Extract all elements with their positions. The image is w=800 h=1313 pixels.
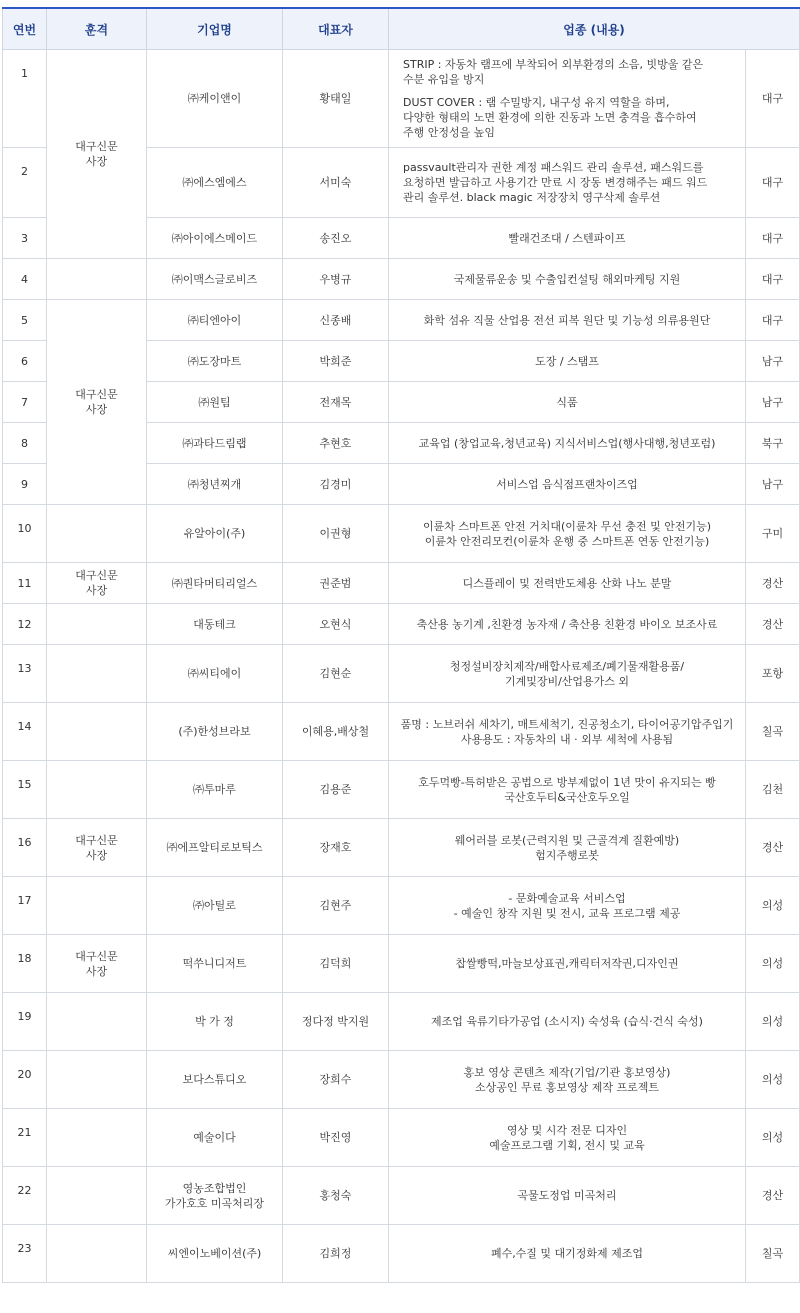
row-number: 20 bbox=[3, 1051, 47, 1109]
ceo-name: 이권형 bbox=[283, 505, 389, 563]
company-name: ㈜씨티에이 bbox=[147, 645, 283, 703]
ceo-name: 홍청숙 bbox=[283, 1167, 389, 1225]
business-description: passvault관리자 권한 계정 패스워드 관리 솔루션, 패스워드를 요청하면 발급하고 사용기간 만료 시 장동 변경해주는 패드 워드 관리 솔루션. black magic 저장장치 영구삭제 솔루션 bbox=[389, 148, 746, 218]
business-description: 화학 섬유 직물 산업용 전선 피복 원단 및 기능성 의류용원단 bbox=[389, 300, 746, 341]
ceo-name: 송진오 bbox=[283, 218, 389, 259]
company-name: ㈜청년찌개 bbox=[147, 464, 283, 505]
company-name: ㈜케이앤이 bbox=[147, 50, 283, 148]
company-name: 떡쑤니디저트 bbox=[147, 935, 283, 993]
table-row bbox=[3, 1225, 800, 1283]
business-description: 홍보 영상 콘텐츠 제작(기업/기관 홍보영상) 소상공인 무료 홍보영상 제작 프로젝트 bbox=[389, 1051, 746, 1109]
award-grade bbox=[47, 993, 147, 1051]
region: 의성 bbox=[746, 1109, 800, 1167]
company-name: 씨엔이노베이션(주) bbox=[147, 1225, 283, 1283]
business-description: 교육업 (창업교육,청년교육) 지식서비스업(행사대행,청년포럼) bbox=[389, 423, 746, 464]
award-grade bbox=[47, 645, 147, 703]
row-number: 8 bbox=[3, 423, 47, 464]
table-row bbox=[3, 563, 800, 604]
row-number: 16 bbox=[3, 819, 47, 877]
header-row bbox=[3, 8, 800, 50]
business-description: 이륜차 스마트폰 안전 거치대(이륜차 무선 충전 및 안전기능) 이륜차 안전리모컨(이륜차 운행 중 스마트폰 연동 안전기능) bbox=[389, 505, 746, 563]
business-description: 곡물도정업 미곡처리 bbox=[389, 1167, 746, 1225]
ceo-name: 우병규 bbox=[283, 259, 389, 300]
row-number: 2 bbox=[3, 148, 47, 218]
company-name: ㈜에스엠에스 bbox=[147, 148, 283, 218]
region: 북구 bbox=[746, 423, 800, 464]
table-row bbox=[3, 1051, 800, 1109]
award-grade bbox=[47, 259, 147, 300]
ceo-name: 권준범 bbox=[283, 563, 389, 604]
row-number: 14 bbox=[3, 703, 47, 761]
business-description: 호두먹빵-특허받은 공법으로 방부제없이 1년 맛이 유지되는 빵 국산호두티&국산호두오일 bbox=[389, 761, 746, 819]
business-description: 축산용 농기계 ,친환경 농자재 / 축산용 친환경 바이오 보조사료 bbox=[389, 604, 746, 645]
business-description: 디스플레이 및 전력반도체용 산화 나노 분말 bbox=[389, 563, 746, 604]
award-grade: 대구신문 사장 bbox=[47, 819, 147, 877]
table-row bbox=[3, 1167, 800, 1225]
company-name: ㈜티엔아이 bbox=[147, 300, 283, 341]
table-row bbox=[3, 645, 800, 703]
award-grade bbox=[47, 505, 147, 563]
row-number: 19 bbox=[3, 993, 47, 1051]
award-grade bbox=[47, 1109, 147, 1167]
ceo-name: 황태일 bbox=[283, 50, 389, 148]
row-number: 21 bbox=[3, 1109, 47, 1167]
region: 대구 bbox=[746, 300, 800, 341]
business-description: 도장 / 스탬프 bbox=[389, 341, 746, 382]
business-description: STRIP : 자동차 램프에 부착되어 외부환경의 소음, 빗방울 같은 수분 유입을 방지 DUST COVER : 램 수밀방지, 내구성 유지 역할을 하며, 다양한 형태의 노면 환경에 의한 진동과 노면 충격을 흡수하여 주행 안정성을 높임 bbox=[389, 50, 746, 148]
region: 대구 bbox=[746, 50, 800, 148]
ceo-name: 추현호 bbox=[283, 423, 389, 464]
business-description: 국제물류운송 및 수출입컨설팅 해외마케팅 지원 bbox=[389, 259, 746, 300]
row-number: 10 bbox=[3, 505, 47, 563]
table-row bbox=[3, 819, 800, 877]
ceo-name: 장재호 bbox=[283, 819, 389, 877]
ceo-name: 장희수 bbox=[283, 1051, 389, 1109]
award-grade bbox=[47, 877, 147, 935]
awardee-table bbox=[2, 7, 800, 1283]
table-row bbox=[3, 505, 800, 563]
row-number: 5 bbox=[3, 300, 47, 341]
ceo-name: 서미숙 bbox=[283, 148, 389, 218]
ceo-name: 이혜용,배상철 bbox=[283, 703, 389, 761]
company-name: 보다스튜디오 bbox=[147, 1051, 283, 1109]
business-description: 웨어러블 로봇(근력지원 및 근골격계 질환예방) 험지주행로봇 bbox=[389, 819, 746, 877]
row-number: 1 bbox=[3, 50, 47, 148]
header-ceo: 대표자 bbox=[283, 8, 389, 50]
region: 칠곡 bbox=[746, 703, 800, 761]
row-number: 17 bbox=[3, 877, 47, 935]
row-number: 22 bbox=[3, 1167, 47, 1225]
company-name: ㈜아틸로 bbox=[147, 877, 283, 935]
region: 의성 bbox=[746, 877, 800, 935]
row-number: 7 bbox=[3, 382, 47, 423]
company-name: ㈜과타드림랩 bbox=[147, 423, 283, 464]
business-description: - 문화예술교육 서비스업 - 예술인 창작 지원 및 전시, 교육 프로그램 제공 bbox=[389, 877, 746, 935]
ceo-name: 김경미 bbox=[283, 464, 389, 505]
header-biz: 업종 (내용) bbox=[389, 8, 800, 50]
award-grade: 대구신문 사장 bbox=[47, 300, 147, 505]
region: 의성 bbox=[746, 1051, 800, 1109]
ceo-name: 박진영 bbox=[283, 1109, 389, 1167]
region: 대구 bbox=[746, 218, 800, 259]
award-grade: 대구신문 사장 bbox=[47, 50, 147, 259]
award-grade bbox=[47, 1225, 147, 1283]
table-row bbox=[3, 1109, 800, 1167]
award-grade bbox=[47, 761, 147, 819]
table-row bbox=[3, 604, 800, 645]
business-description: 폐수,수질 및 대기정화제 제조업 bbox=[389, 1225, 746, 1283]
region: 칠곡 bbox=[746, 1225, 800, 1283]
region: 경산 bbox=[746, 604, 800, 645]
region: 대구 bbox=[746, 148, 800, 218]
row-number: 3 bbox=[3, 218, 47, 259]
table-row bbox=[3, 935, 800, 993]
ceo-name: 김현주 bbox=[283, 877, 389, 935]
row-number: 18 bbox=[3, 935, 47, 993]
row-number: 12 bbox=[3, 604, 47, 645]
table-row bbox=[3, 703, 800, 761]
region: 의성 bbox=[746, 935, 800, 993]
award-grade bbox=[47, 604, 147, 645]
region: 포항 bbox=[746, 645, 800, 703]
row-number: 15 bbox=[3, 761, 47, 819]
header-no: 연번 bbox=[3, 8, 47, 50]
region: 의성 bbox=[746, 993, 800, 1051]
table-row bbox=[3, 877, 800, 935]
company-name: 예술이다 bbox=[147, 1109, 283, 1167]
ceo-name: 오현식 bbox=[283, 604, 389, 645]
company-name: 유알아이(주) bbox=[147, 505, 283, 563]
region: 남구 bbox=[746, 382, 800, 423]
ceo-name: 김덕희 bbox=[283, 935, 389, 993]
ceo-name: 박희준 bbox=[283, 341, 389, 382]
region: 경산 bbox=[746, 819, 800, 877]
company-name: ㈜퀀타머티리얼스 bbox=[147, 563, 283, 604]
region: 경산 bbox=[746, 563, 800, 604]
business-description: 청정설비장치제작/배합사료제조/폐기물재활용품/ 기계및장비/산업용가스 외 bbox=[389, 645, 746, 703]
row-number: 11 bbox=[3, 563, 47, 604]
region: 김천 bbox=[746, 761, 800, 819]
header-award: 훈격 bbox=[47, 8, 147, 50]
row-number: 9 bbox=[3, 464, 47, 505]
company-name: ㈜원팀 bbox=[147, 382, 283, 423]
row-number: 23 bbox=[3, 1225, 47, 1283]
ceo-name: 전재목 bbox=[283, 382, 389, 423]
table-row bbox=[3, 761, 800, 819]
award-grade bbox=[47, 1167, 147, 1225]
company-name: ㈜이맥스글로비즈 bbox=[147, 259, 283, 300]
region: 남구 bbox=[746, 341, 800, 382]
row-number: 6 bbox=[3, 341, 47, 382]
ceo-name: 김현순 bbox=[283, 645, 389, 703]
award-grade bbox=[47, 1051, 147, 1109]
business-description: 식품 bbox=[389, 382, 746, 423]
award-grade: 대구신문 사장 bbox=[47, 563, 147, 604]
business-description: 서비스업 음식점프랜차이즈업 bbox=[389, 464, 746, 505]
region: 경산 bbox=[746, 1167, 800, 1225]
company-name: ㈜도장마트 bbox=[147, 341, 283, 382]
region: 남구 bbox=[746, 464, 800, 505]
award-grade: 대구신문 사장 bbox=[47, 935, 147, 993]
header-company: 기업명 bbox=[147, 8, 283, 50]
company-name: ㈜아이에스메이드 bbox=[147, 218, 283, 259]
company-name: ㈜투마루 bbox=[147, 761, 283, 819]
company-name: 대동테크 bbox=[147, 604, 283, 645]
company-name: (주)한성브라보 bbox=[147, 703, 283, 761]
business-description: 빨래건조대 / 스텐파이프 bbox=[389, 218, 746, 259]
business-description: 찹쌀빵떡,마늘보상표권,캐릭터저작권,디자인권 bbox=[389, 935, 746, 993]
business-description: 제조업 육류기타가공업 (소시지) 숙성육 (습식·건식 숙성) bbox=[389, 993, 746, 1051]
business-description: 품명 : 노브러쉬 세차기, 매트세척기, 진공청소기, 타이어공기압주입기 사용용도 : 자동차의 내 · 외부 세척에 사용됨 bbox=[389, 703, 746, 761]
region: 대구 bbox=[746, 259, 800, 300]
table-row bbox=[3, 993, 800, 1051]
ceo-name: 정다정 박지원 bbox=[283, 993, 389, 1051]
table-row bbox=[3, 259, 800, 300]
company-name: ㈜에프알티로보틱스 bbox=[147, 819, 283, 877]
row-number: 4 bbox=[3, 259, 47, 300]
table-row bbox=[3, 50, 800, 148]
company-name: 영농조합법인 가가호호 미곡처리장 bbox=[147, 1167, 283, 1225]
row-number: 13 bbox=[3, 645, 47, 703]
ceo-name: 김희정 bbox=[283, 1225, 389, 1283]
table-row bbox=[3, 300, 800, 341]
ceo-name: 신종배 bbox=[283, 300, 389, 341]
company-name: 박 가 정 bbox=[147, 993, 283, 1051]
table-body bbox=[3, 50, 800, 1283]
award-grade bbox=[47, 703, 147, 761]
region: 구미 bbox=[746, 505, 800, 563]
business-description: 영상 및 시각 전문 디자인 예술프로그램 기획, 전시 및 교육 bbox=[389, 1109, 746, 1167]
ceo-name: 김용준 bbox=[283, 761, 389, 819]
